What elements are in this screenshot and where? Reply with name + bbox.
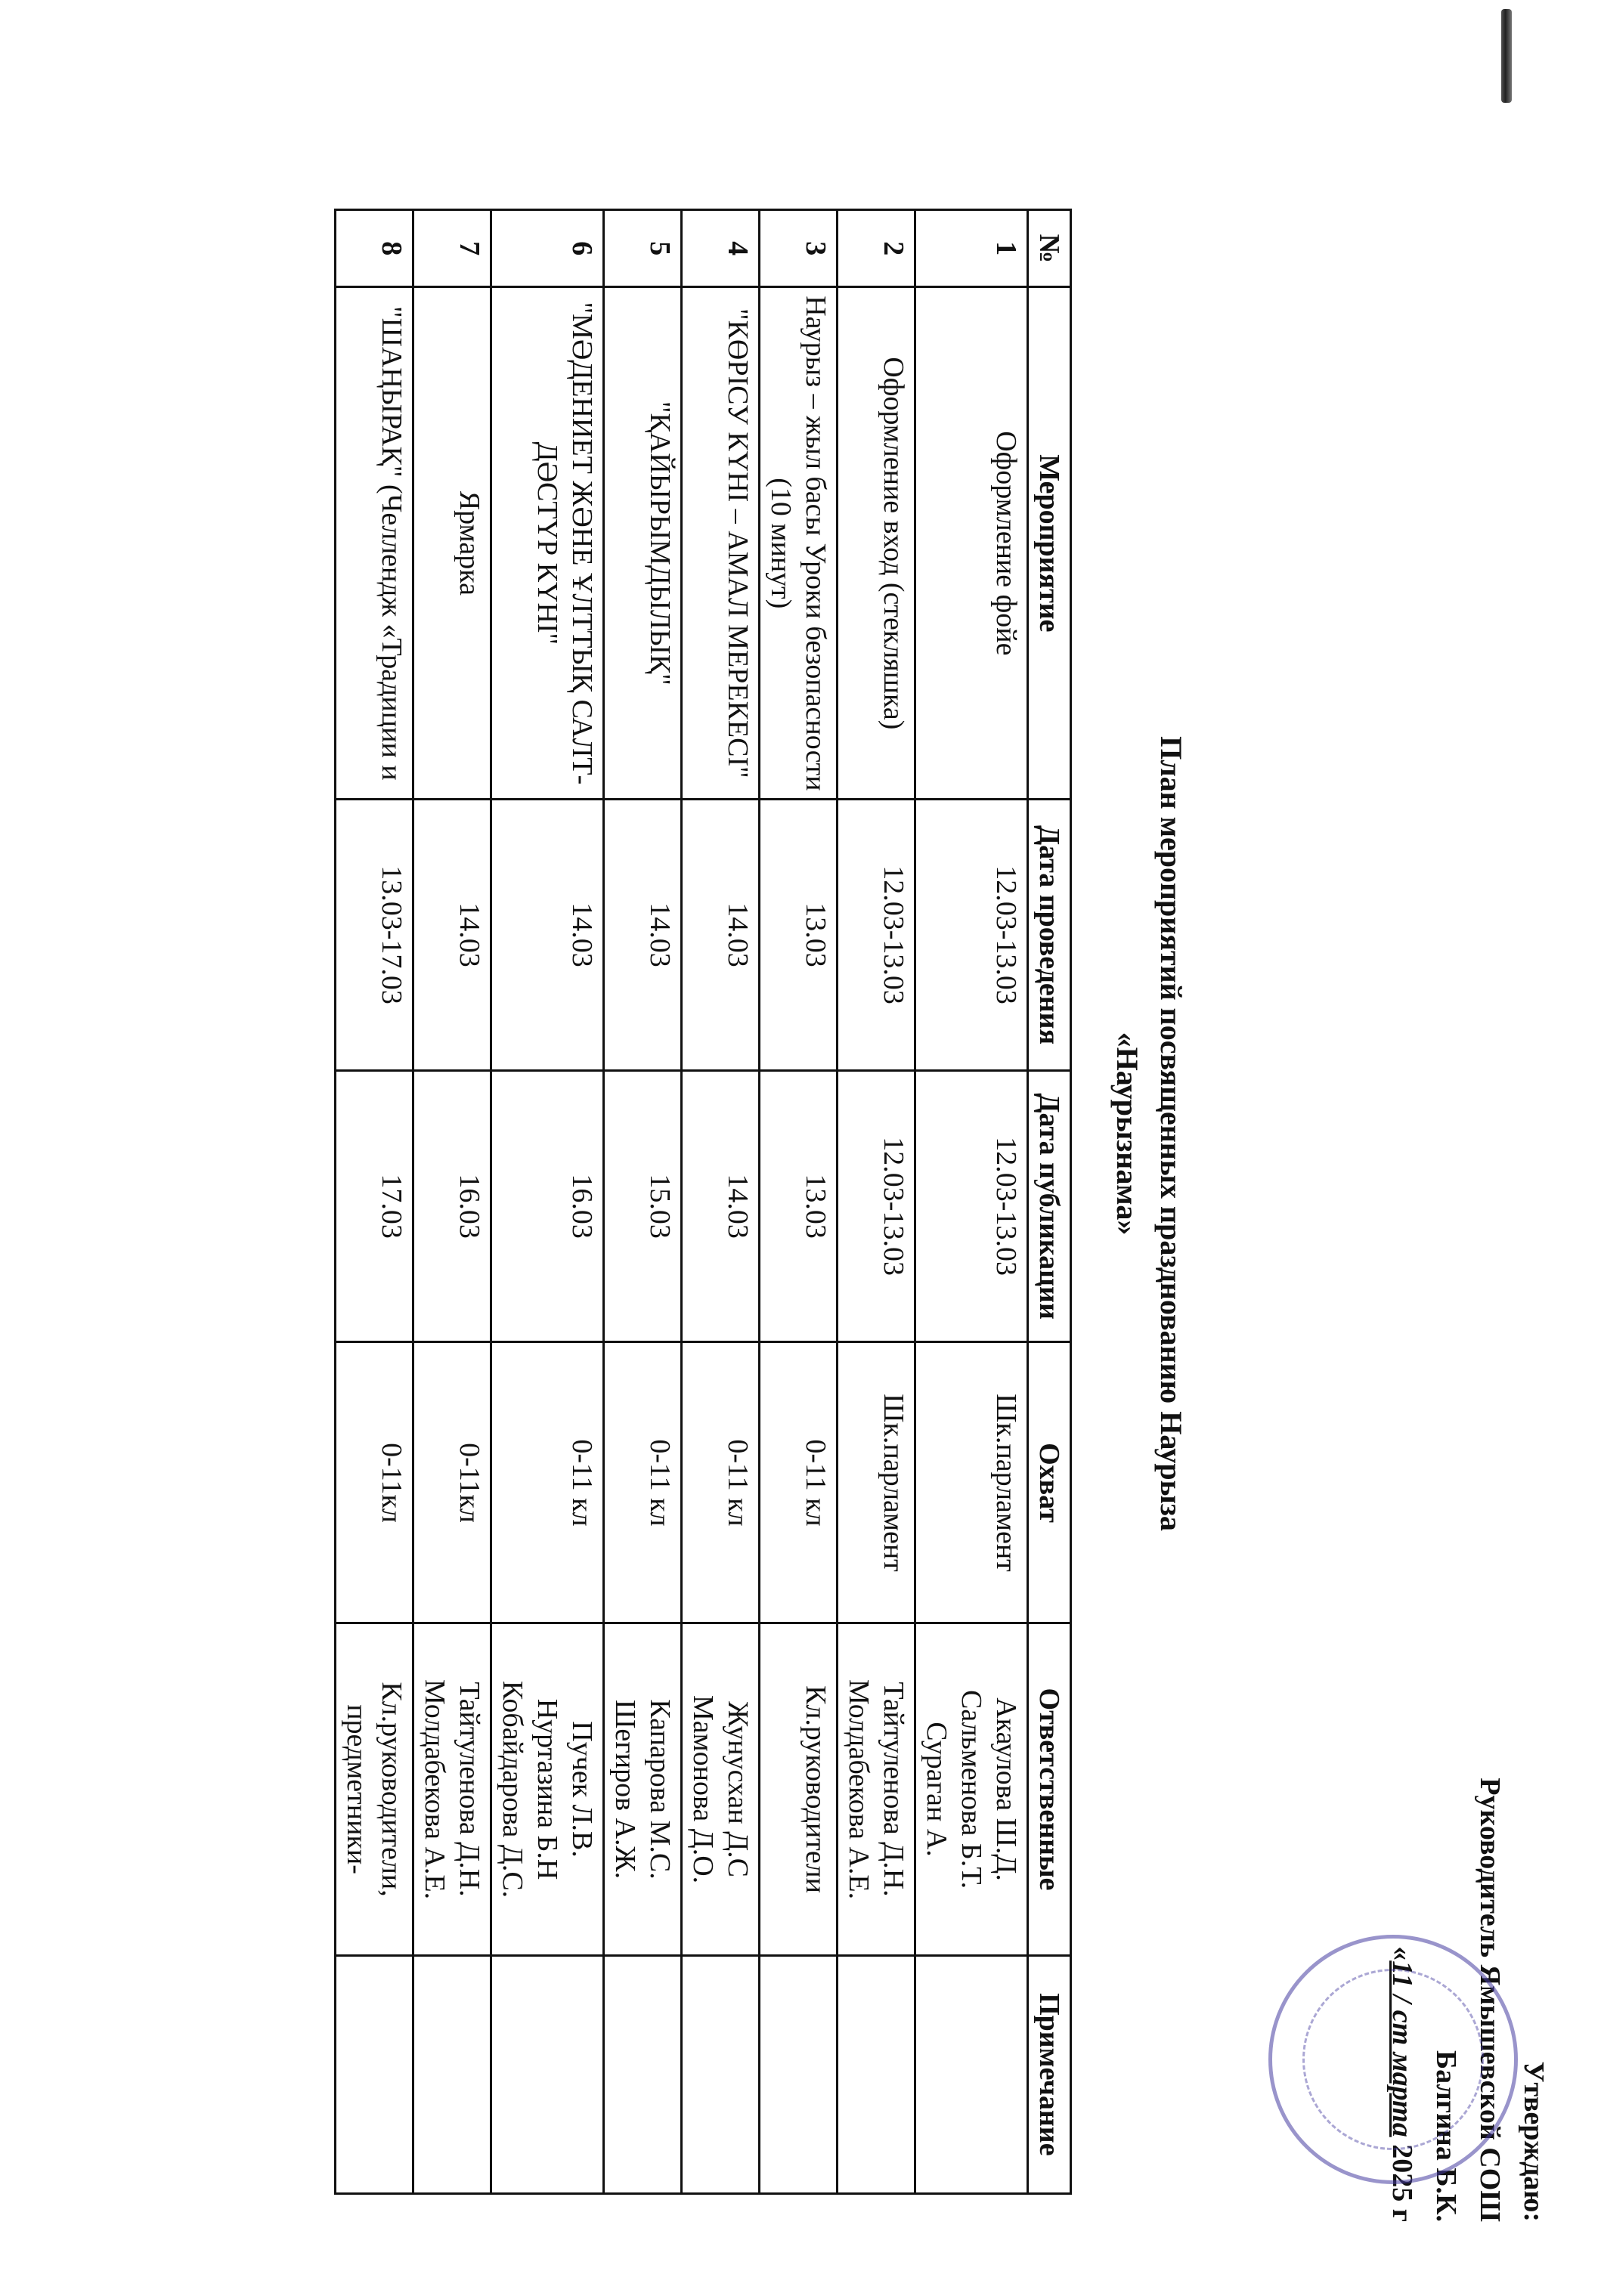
row-date: 14.03 — [413, 800, 491, 1071]
responsible-person: предметники- — [341, 1704, 373, 1874]
row-event: Наурыз – жыл басы Уроки безопасности (10 минут) — [760, 287, 838, 800]
responsible-person: Тайтуленова Д.Н. — [454, 1682, 485, 1897]
row-event: Оформление вход (стекляшка) — [838, 287, 915, 800]
row-event: Оформление фойе — [915, 287, 1028, 800]
row-publication: 16.03 — [413, 1070, 491, 1342]
table-row — [491, 210, 604, 2194]
row-note — [491, 1955, 604, 2193]
row-number: 2 — [838, 210, 915, 287]
row-note — [682, 1955, 760, 2193]
header-responsible: Ответственные — [1028, 1623, 1071, 1955]
row-date: 14.03 — [604, 800, 682, 1071]
table-header-row — [1028, 210, 1071, 2194]
row-responsible — [682, 1623, 760, 1955]
approval-date-prefix: « — [1386, 1946, 1418, 1961]
responsible-person: Шегиров А.Ж. — [609, 1700, 641, 1880]
row-event: "КӨРІСУ КҮНІ – АМАЛ МЕРЕКЕСІ" — [682, 287, 760, 800]
row-scope: Шк.парламент — [838, 1342, 915, 1623]
approval-line-3: Балгина Б.К. — [1430, 2050, 1462, 2222]
row-note — [336, 1955, 413, 2193]
responsible-person: Кл.руководители, — [376, 1682, 407, 1897]
row-date: 14.03 — [491, 800, 604, 1071]
row-date: 12.03-13.03 — [838, 800, 915, 1071]
responsible-person: Молдабекова А.Е. — [419, 1679, 451, 1900]
row-scope: 0-11 кл — [491, 1342, 604, 1623]
row-publication: 12.03-13.03 — [838, 1070, 915, 1342]
table-row — [336, 210, 413, 2194]
row-event: "ШАҢЫРАҚ" (Челлендж «Традиции и — [336, 287, 413, 800]
row-event: "ҚАЙЫРЫМДЫЛЫҚ" — [604, 287, 682, 800]
responsible-person: Жунусхан Д.С — [722, 1701, 754, 1877]
row-event: "МӘДЕНИЕТ ЖӘНЕ ҰЛТТЫҚ САЛТ-ДӘСТҮР КҮНІ" — [491, 287, 604, 800]
row-responsible — [915, 1623, 1028, 1955]
table-row — [604, 210, 682, 2194]
row-publication: 13.03 — [760, 1070, 838, 1342]
row-scope: 0-11 кл — [604, 1342, 682, 1623]
row-responsible — [838, 1623, 915, 1955]
row-number: 1 — [915, 210, 1028, 287]
row-note — [760, 1955, 838, 2193]
row-publication: 15.03 — [604, 1070, 682, 1342]
row-scope: 0-11кл — [413, 1342, 491, 1623]
row-note — [915, 1955, 1028, 2193]
row-responsible — [760, 1623, 838, 1955]
row-responsible — [413, 1623, 491, 1955]
responsible-person: Сураган А. — [921, 1722, 952, 1857]
row-scope: 0-11 кл — [760, 1342, 838, 1623]
approval-line-2: Руководитель Ямышевской СОШ — [1474, 1778, 1506, 2222]
row-responsible — [491, 1623, 604, 1955]
responsible-person: Капарова М.С. — [644, 1699, 676, 1880]
row-responsible — [336, 1623, 413, 1955]
approval-date: 11 / ст марта — [1386, 1960, 1418, 2137]
row-number: 7 — [413, 210, 491, 287]
header-scope: Охват — [1028, 1342, 1071, 1623]
header-date: Дата проведения — [1028, 800, 1071, 1071]
row-number: 4 — [682, 210, 760, 287]
row-date: 13.03-17.03 — [336, 800, 413, 1071]
row-date: 12.03-13.03 — [915, 800, 1028, 1071]
responsible-person: Нуртазина Б.Н — [531, 1698, 563, 1880]
row-scope: 0-11кл — [336, 1342, 413, 1623]
header-number: № — [1028, 210, 1071, 287]
events-plan-table — [334, 209, 1072, 2195]
row-date: 14.03 — [682, 800, 760, 1071]
header-note: Примечание — [1028, 1955, 1071, 2193]
table-row — [760, 210, 838, 2194]
document-title — [1105, 529, 1193, 1738]
responsible-person: Кобайдарова Д.С. — [497, 1680, 528, 1898]
header-event: Мероприятие — [1028, 287, 1071, 800]
row-number: 6 — [491, 210, 604, 287]
table-row — [915, 210, 1028, 2194]
responsible-person: Мамонова Д.О. — [687, 1694, 719, 1884]
table-row — [838, 210, 915, 2194]
row-publication: 16.03 — [491, 1070, 604, 1342]
responsible-person: Сальменова Б.Т. — [955, 1689, 987, 1889]
approval-date-suffix: 2025 г — [1386, 2137, 1418, 2222]
row-publication: 12.03-13.03 — [915, 1070, 1028, 1342]
row-scope: 0-11 кл — [682, 1342, 760, 1623]
table-row — [682, 210, 760, 2194]
approval-line-1: Утверждаю: — [1518, 2061, 1550, 2222]
row-number: 5 — [604, 210, 682, 287]
row-responsible — [604, 1623, 682, 1955]
row-number: 8 — [336, 210, 413, 287]
responsible-person: Тайтуленова Д.Н. — [878, 1682, 909, 1897]
school-seal-stamp — [1268, 1935, 1518, 2184]
row-date: 13.03 — [760, 800, 838, 1071]
row-number: 3 — [760, 210, 838, 287]
table-row — [413, 210, 491, 2194]
title-line-1: План мероприятий посвященных празднованию Наурыза — [1154, 736, 1188, 1531]
responsible-person: Пучек Л.В. — [566, 1721, 598, 1858]
responsible-person: Акаулова Ш.Д. — [990, 1697, 1022, 1881]
row-event: Ярмарка — [413, 287, 491, 800]
row-note — [413, 1955, 491, 2193]
responsible-person: Молдабекова А.Е. — [843, 1679, 875, 1900]
row-note — [604, 1955, 682, 2193]
row-scope: Шк.парламент — [915, 1342, 1028, 1623]
header-publication: Дата публикации — [1028, 1070, 1071, 1342]
row-publication: 17.03 — [336, 1070, 413, 1342]
title-line-2: «Наурызнама» — [1110, 1032, 1144, 1236]
responsible-person: Кл.руководители — [800, 1685, 831, 1893]
row-publication: 14.03 — [682, 1070, 760, 1342]
row-note — [838, 1955, 915, 2193]
